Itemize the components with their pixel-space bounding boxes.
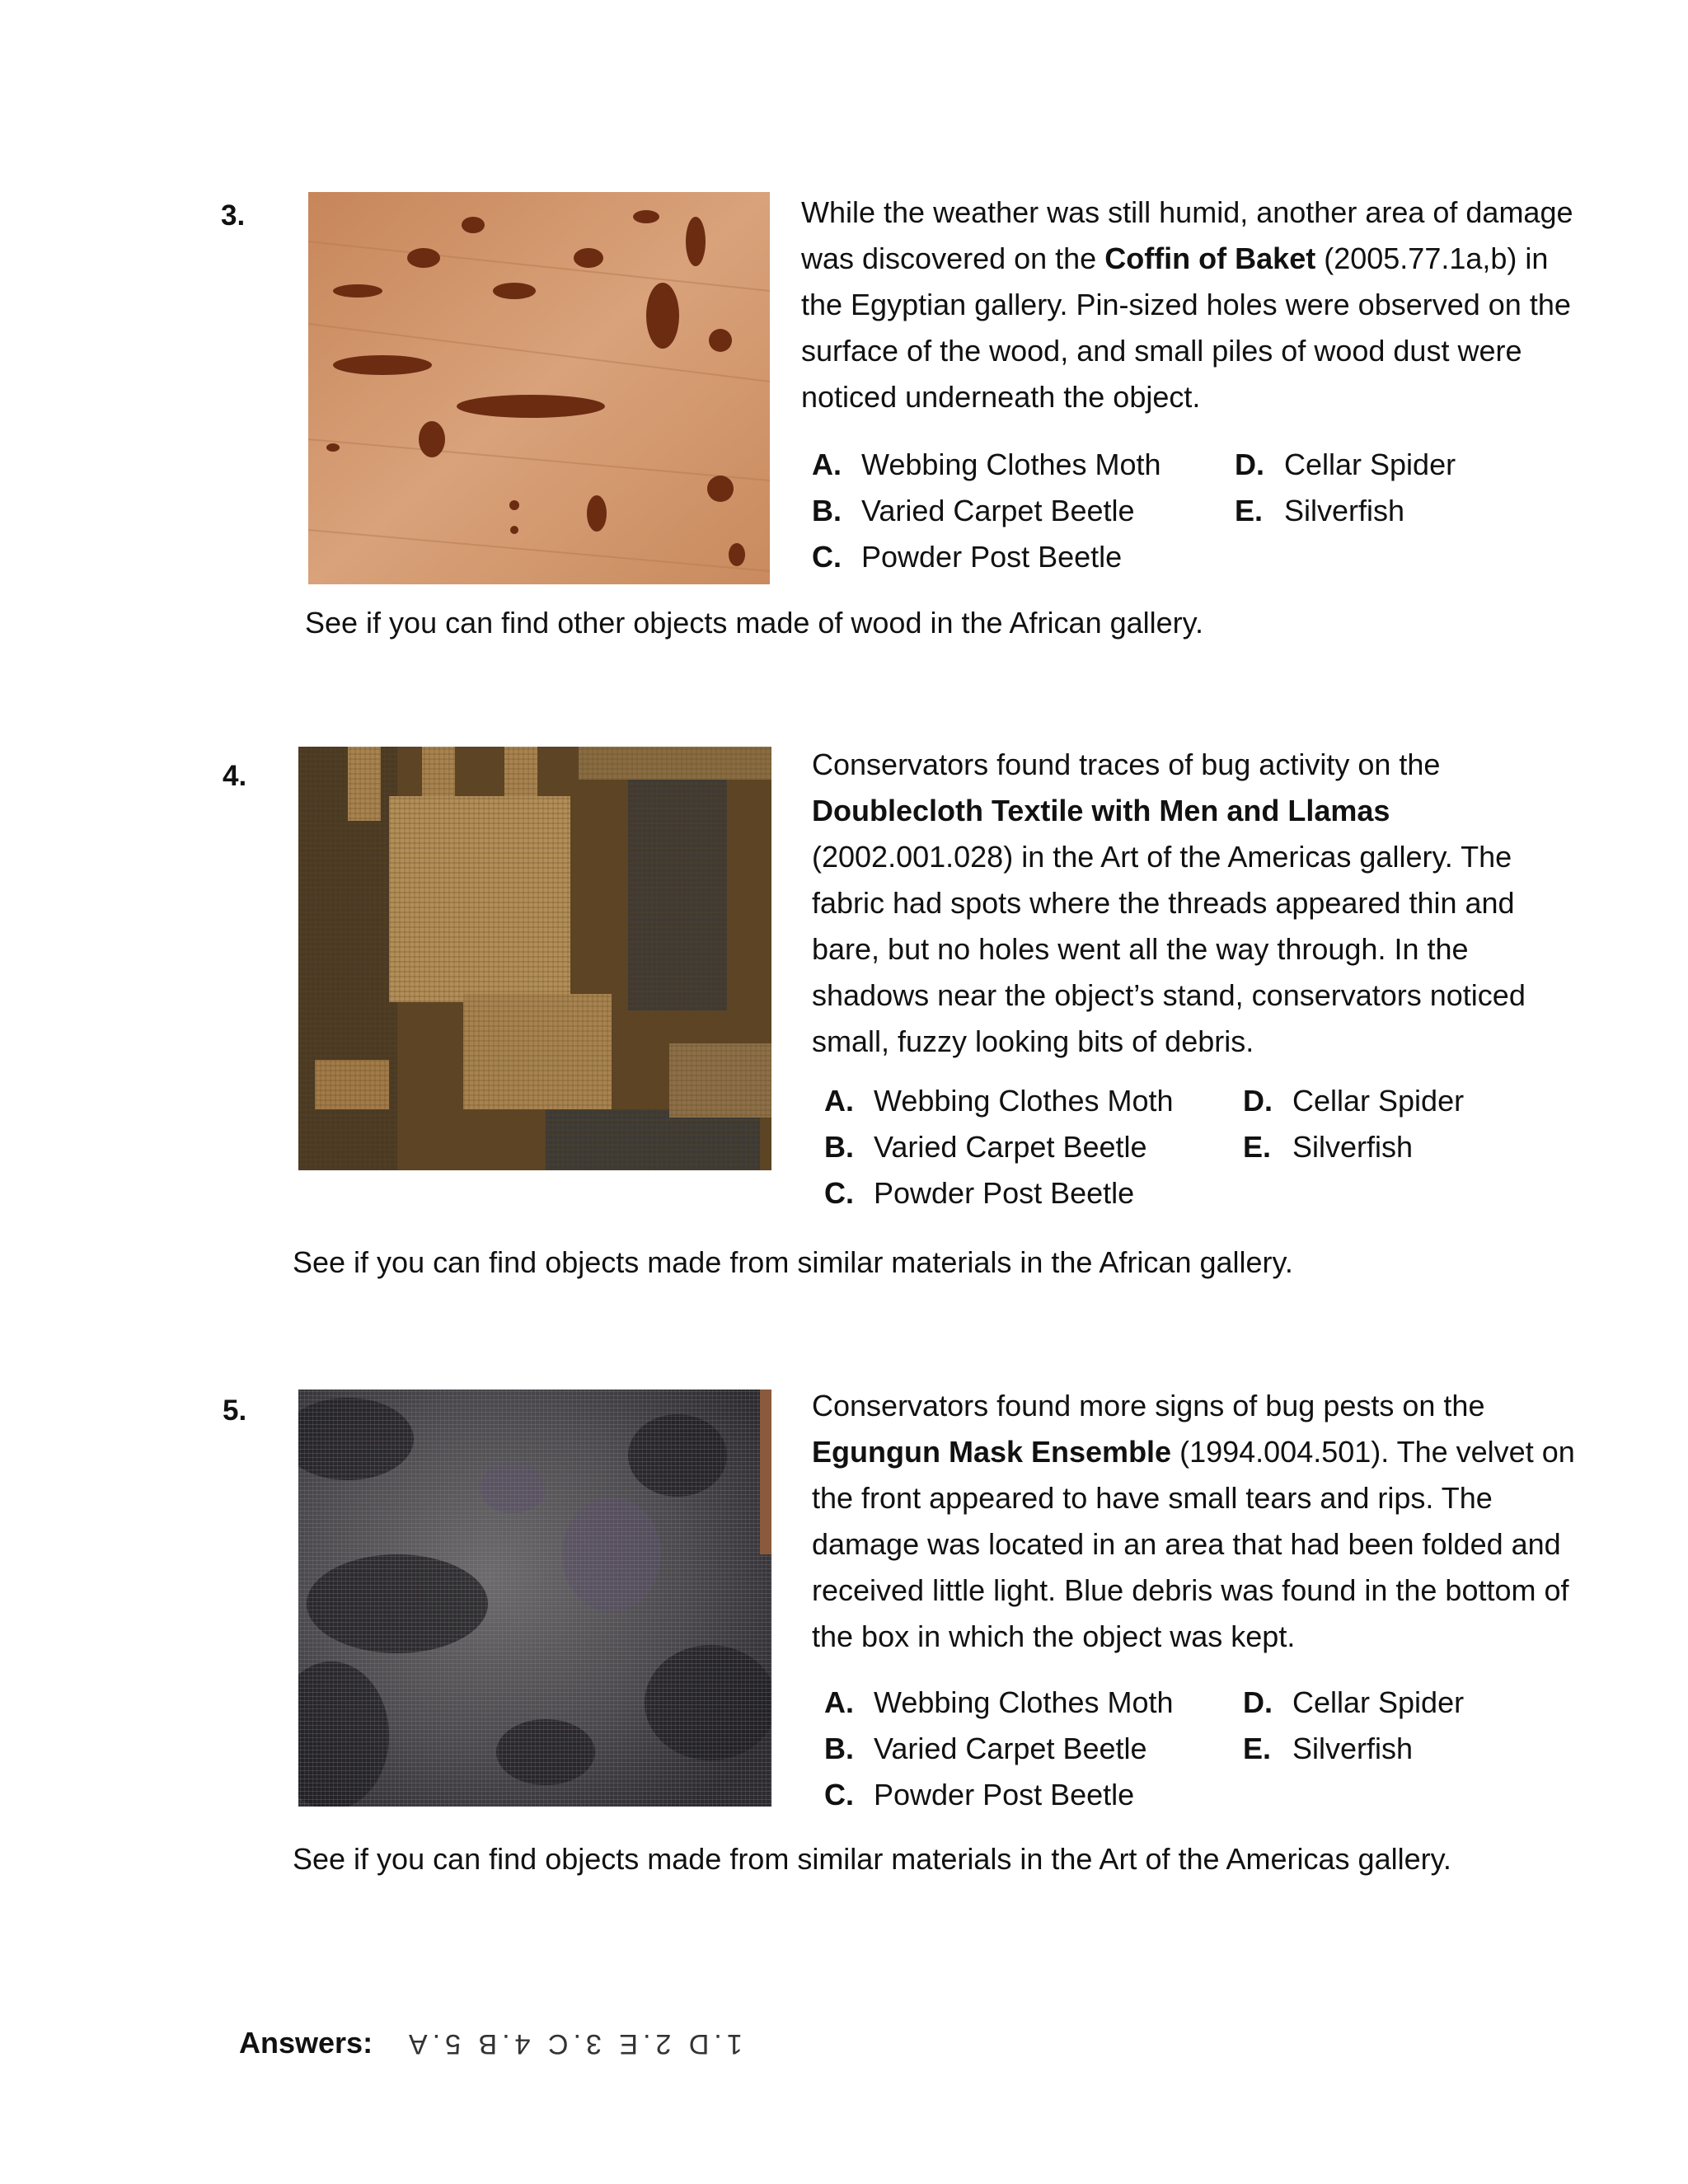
option-letter: B. <box>812 494 842 527</box>
option-letter: D. <box>1235 448 1264 481</box>
option-label: Webbing Clothes Moth <box>874 1685 1174 1719</box>
description-text-after: (2002.001.028) in the Art of the Americas gallery. The fabric had spots where the threads appeared thin and bare, but no holes went all the way through. In the shadows near the object’s stand, conservators noticed small, fuzzy looking bits of debris. <box>812 840 1526 1058</box>
object-name: Egungun Mask Ensemble <box>812 1435 1172 1469</box>
description-text-before: Conservators found traces of bug activity on the <box>812 748 1441 781</box>
option-label: Varied Carpet Beetle <box>874 1130 1147 1164</box>
option-letter: C. <box>824 1176 854 1210</box>
option-label: Silverfish <box>1292 1130 1414 1164</box>
velvet-damage-photo <box>298 1390 771 1807</box>
question-number: 3. <box>221 199 246 232</box>
option-label: Cellar Spider <box>1292 1084 1465 1118</box>
answer-option-e[interactable] <box>1235 488 1404 534</box>
description-text-after: (1994.004.501). The velvet on the front appeared to have small tears and rips. The damage was located in an area that had been folded and received little light. Blue debris was found in the bottom of the box in which the object was kept. <box>812 1435 1575 1653</box>
answer-option-a[interactable] <box>824 1680 1174 1726</box>
option-label: Cellar Spider <box>1284 448 1456 481</box>
answer-option-c[interactable] <box>824 1772 1134 1818</box>
option-label: Silverfish <box>1292 1732 1414 1765</box>
answer-option-a[interactable] <box>824 1078 1174 1124</box>
object-name: Coffin of Baket <box>1104 241 1316 275</box>
question-description <box>801 190 1576 420</box>
question-number: 4. <box>223 760 247 792</box>
answer-option-d[interactable] <box>1243 1078 1464 1124</box>
option-label: Webbing Clothes Moth <box>861 448 1161 481</box>
option-letter: A. <box>812 448 842 481</box>
option-letter: D. <box>1243 1685 1273 1719</box>
option-letter: D. <box>1243 1084 1273 1118</box>
gallery-hint: See if you can find objects made from similar materials in the Art of the Americas gallery. <box>293 1842 1451 1876</box>
description-text-after: (2005.77.1a,b) in the Egyptian gallery. Pin-sized holes were observed on the surface of the wood, and small piles of wood dust were noticed underneath the object. <box>801 241 1571 414</box>
description-text-before: While the weather was still humid, another area of damage was discovered on the <box>801 195 1573 275</box>
answer-option-d[interactable] <box>1235 442 1456 488</box>
option-letter: B. <box>824 1130 854 1164</box>
option-letter: A. <box>824 1084 854 1118</box>
wood-damage-photo <box>308 192 770 584</box>
question-description <box>812 742 1554 1065</box>
option-letter: C. <box>812 540 842 574</box>
answers-key-upside-down: 1.D 2.E 3.C 4.B 5.A <box>404 2028 743 2060</box>
answers-label: Answers: <box>239 2026 373 2060</box>
answer-option-c[interactable] <box>812 534 1122 580</box>
answer-option-e[interactable] <box>1243 1726 1413 1772</box>
answer-option-b[interactable] <box>824 1726 1147 1772</box>
question-number: 5. <box>223 1394 247 1427</box>
option-label: Varied Carpet Beetle <box>874 1732 1147 1765</box>
textile-damage-photo <box>298 747 771 1170</box>
answer-option-c[interactable] <box>824 1170 1134 1216</box>
option-letter: A. <box>824 1685 854 1719</box>
answer-option-b[interactable] <box>812 488 1135 534</box>
option-label: Powder Post Beetle <box>874 1778 1135 1811</box>
question-description <box>812 1383 1603 1660</box>
option-letter: E. <box>1243 1130 1272 1164</box>
answer-option-a[interactable] <box>812 442 1161 488</box>
option-label: Silverfish <box>1284 494 1405 527</box>
gallery-hint: See if you can find objects made from similar materials in the African gallery. <box>293 1245 1293 1279</box>
option-letter: C. <box>824 1778 854 1811</box>
option-label: Powder Post Beetle <box>874 1176 1135 1210</box>
option-letter: E. <box>1243 1732 1272 1765</box>
answer-option-d[interactable] <box>1243 1680 1464 1726</box>
option-letter: B. <box>824 1732 854 1765</box>
option-label: Powder Post Beetle <box>861 540 1123 574</box>
answer-option-e[interactable] <box>1243 1124 1413 1170</box>
answer-option-b[interactable] <box>824 1124 1147 1170</box>
option-letter: E. <box>1235 494 1264 527</box>
option-label: Webbing Clothes Moth <box>874 1084 1174 1118</box>
gallery-hint: See if you can find other objects made of wood in the African gallery. <box>305 606 1203 640</box>
option-label: Cellar Spider <box>1292 1685 1465 1719</box>
description-text-before: Conservators found more signs of bug pests on the <box>812 1389 1485 1422</box>
option-label: Varied Carpet Beetle <box>861 494 1135 527</box>
object-name: Doublecloth Textile with Men and Llamas <box>812 794 1390 827</box>
